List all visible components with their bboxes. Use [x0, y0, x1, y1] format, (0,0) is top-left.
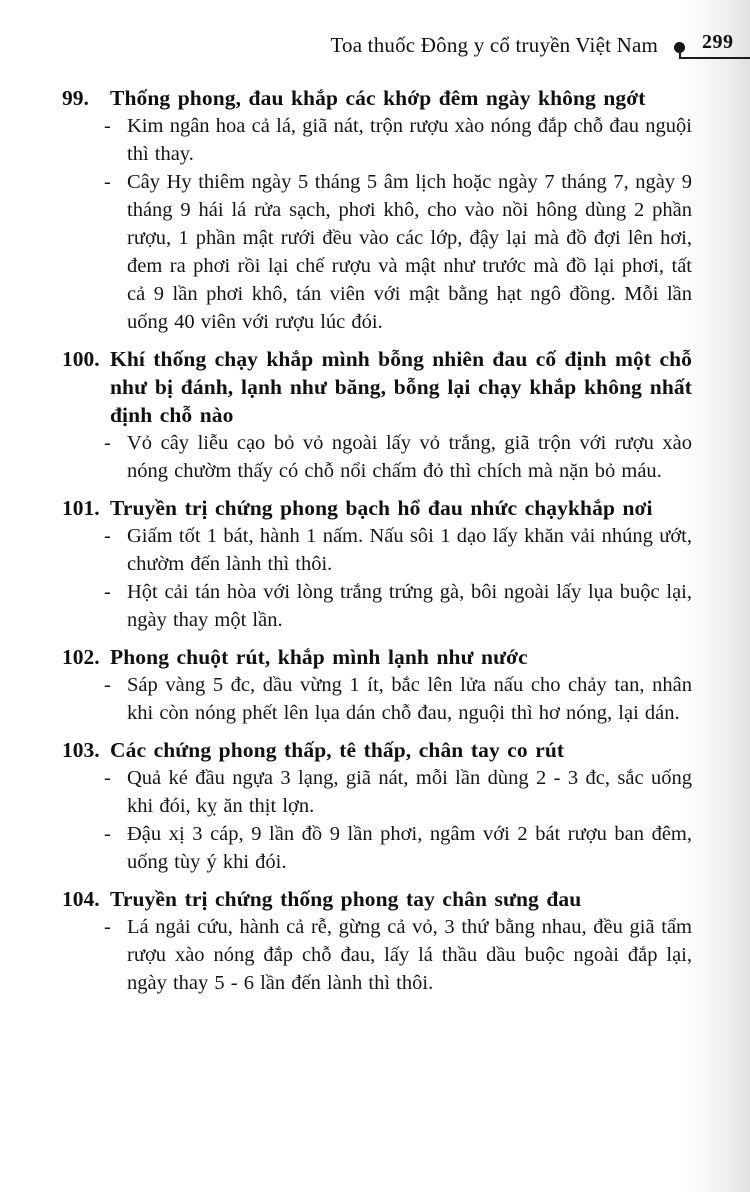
bullet-item — [104, 764, 692, 820]
section-101 — [62, 494, 692, 634]
section-title: Phong chuột rút, khắp mình lạnh như nước — [110, 645, 528, 669]
section-number: 99. — [62, 86, 89, 110]
bullet-text: Giấm tốt 1 bát, hành 1 nấm. Nấu sôi 1 dạo lấy khăn vải nhúng ướt, chườm đến lành thì thôi. — [127, 525, 692, 575]
section-heading — [62, 885, 692, 913]
running-header-title: Toa thuốc Đông y cổ truyền Việt Nam — [330, 33, 658, 57]
bullet-text: Kim ngân hoa cả lá, giã nát, trộn rượu xào nóng đắp chỗ đau nguội thì thay. — [127, 115, 692, 165]
header-rule — [679, 48, 750, 59]
section-99 — [62, 84, 692, 336]
page-number: 299 — [702, 31, 734, 53]
bullet-dash: - — [104, 823, 111, 845]
section-heading — [62, 494, 692, 522]
section-number: 102. — [62, 645, 100, 669]
section-title: Các chứng phong thấp, tê thấp, chân tay co rút — [110, 738, 565, 762]
section-103 — [62, 736, 692, 876]
bullet-item — [104, 429, 692, 485]
section-102 — [62, 643, 692, 727]
bullet-text: Cây Hy thiêm ngày 5 tháng 5 âm lịch hoặc ngày 7 tháng 7, ngày 9 tháng 9 hái lá rửa sạch, phơi khô, cho vào nồi hông dùng 2 phần rượu, 1 phần mật rưới đều vào các lớp, đậy lại mà đồ đợi lên hơi, đem ra phơi rồi lại chế rượu và mật như trước mà đồ lại phơi, tất cả 9 lần phơi khô, tán viên với mật bằng hạt ngô đồng. Mỗi lần uống 40 viên với rượu lúc đói. — [127, 171, 692, 333]
bullet-dash: - — [104, 916, 111, 938]
section-heading — [62, 736, 692, 764]
bullet-dash: - — [104, 525, 111, 547]
bullet-item — [104, 671, 692, 727]
section-heading — [62, 84, 692, 112]
section-number: 103. — [62, 738, 100, 762]
section-number: 100. — [62, 347, 100, 371]
bullet-text: Đậu xị 3 cáp, 9 lần đồ 9 lần phơi, ngâm với 2 bát rượu ban đêm, uống tùy ý khi đói. — [127, 823, 692, 873]
section-title: Truyền trị chứng thống phong tay chân sưng đau — [110, 887, 582, 911]
section-104 — [62, 885, 692, 997]
section-100 — [62, 345, 692, 485]
section-heading — [62, 345, 692, 429]
section-title: Thống phong, đau khắp các khớp đêm ngày không ngớt — [110, 86, 646, 110]
bullet-dash: - — [104, 767, 111, 789]
page-content — [0, 84, 750, 1006]
section-heading — [62, 643, 692, 671]
bullet-dash: - — [104, 674, 111, 696]
bullet-item — [104, 913, 692, 997]
bullet-text: Hột cải tán hòa với lòng trắng trứng gà, bôi ngoài lấy lụa buộc lại, ngày thay một lần. — [127, 581, 692, 631]
bullet-dash: - — [104, 171, 111, 193]
bullet-item — [104, 522, 692, 578]
bullet-item — [104, 168, 692, 336]
page-header — [0, 0, 750, 70]
section-title: Khí thống chạy khắp mình bỗng nhiên đau cố định một chỗ như bị đánh, lạnh như băng, bỗng lại chạy khắp không nhất định chỗ nào — [110, 347, 692, 427]
bullet-text: Vỏ cây liễu cạo bỏ vỏ ngoài lấy vỏ trắng, giã trộn với rượu xào nóng chườm thấy có chỗ nổi chấm đỏ thì chích mà nặn bỏ máu. — [127, 432, 692, 482]
bullet-dash: - — [104, 115, 111, 137]
bullet-dash: - — [104, 432, 111, 454]
bullet-item — [104, 112, 692, 168]
section-number: 101. — [62, 496, 100, 520]
section-title: Truyền trị chứng phong bạch hổ đau nhức chạykhắp nơi — [110, 496, 653, 520]
bullet-dash: - — [104, 581, 111, 603]
section-number: 104. — [62, 887, 100, 911]
bullet-text: Sáp vàng 5 đc, dầu vừng 1 ít, bắc lên lửa nấu cho chảy tan, nhân khi còn nóng phết lên lụa dán chỗ đau, nguội thì hơ nóng, lại dán. — [127, 674, 692, 724]
bullet-text: Lá ngải cứu, hành cả rễ, gừng cả vỏ, 3 thứ bằng nhau, đều giã tẩm rượu xào nóng đắp chỗ đau, lấy lá thầu dầu buộc ngoài đắp lại, ngày thay 5 - 6 lần đến lành thì thôi. — [127, 916, 692, 994]
bullet-item — [104, 820, 692, 876]
bullet-text: Quả ké đầu ngựa 3 lạng, giã nát, mỗi lần dùng 2 - 3 đc, sắc uống khi đói, kỵ ăn thịt lợn. — [127, 767, 692, 817]
bullet-item — [104, 578, 692, 634]
